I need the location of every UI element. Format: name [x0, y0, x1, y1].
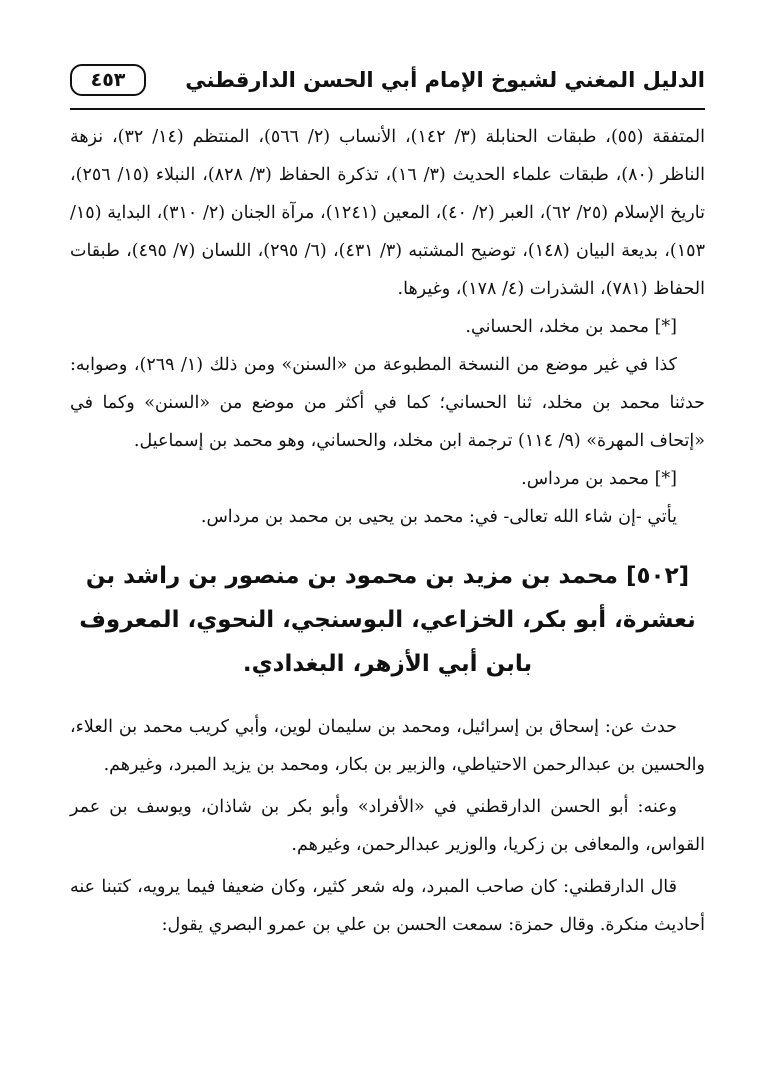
note-title: [*] محمد بن مرداس.	[521, 469, 677, 489]
note-text: كذا في غير موضع من النسخة المطبوعة من «السنن» ومن ذلك (١/ ٢٦٩)، وصوابه: حدثنا محمد بن مخلد، ثنا الحساني؛ كما في أكثر من موضع من «السنن» وكما في «إتحاف المهرة» (٩/ ١١٤) ترجمة ابن مخلد، والحساني، وهو محمد بن إسماعيل.	[70, 355, 705, 451]
narrators-paragraph: وعنه: أبو الحسن الدارقطني في «الأفراد» وأبو بكر بن شاذان، ويوسف بن عمر القواس، والمعافى بن زكريا، والوزير عبدالرحمن، وغيرهم.	[70, 797, 705, 855]
page-number: ٤٥٣	[70, 64, 146, 96]
entry-heading: [٥٠٢] محمد بن مزيد بن محمود بن منصور بن راشد بن نعشرة، أبو بكر، الخزاعي، البوسنجي، النحوي، المعروف بابن أبي الأزهر، البغدادي.	[79, 563, 696, 677]
page-header	[70, 62, 705, 110]
assessment-paragraph: قال الدارقطني: كان صاحب المبرد، وله شعر كثير، وكان ضعيفا فيما يرويه، كتبنا عنه أحاديث منكرة. وقال حمزة: سمعت الحسن بن علي بن عمرو البصري يقول:	[70, 877, 705, 935]
narrated-from-paragraph: حدث عن: إسحاق بن إسرائيل، ومحمد بن سليمان لوين، وأبي كريب محمد بن العلاء، والحسين بن عبدالرحمن الاحتياطي، والزبير بن بكار، ومحمد بن يزيد المبرد، وغيرهم.	[70, 717, 705, 775]
note-title: [*] محمد بن مخلد، الحساني.	[465, 317, 677, 337]
page-content	[70, 118, 705, 1041]
sources-paragraph: المتفقة (٥٥)، طبقات الحنابلة (٣/ ١٤٢)، الأنساب (٢/ ٥٦٦)، المنتظم (١٤/ ٣٢)، نزهة الناظر (٨٠)، طبقات علماء الحديث (٣/ ١٦)، تذكرة الحفاظ (٣/ ٨٢٨)، النبلاء (١٥/ ٢٥٦)، تاريخ الإسلام (٢٥/ ٦٢)، العبر (٢/ ٤٠)، المعين (١٢٤١)، مرآة الجنان (٢/ ٣١٠)، البداية (١٥/ ١٥٣)، بديعة البيان (١٤٨)، توضيح المشتبه (٣/ ٤٣١)، (٦/ ٢٩٥)، اللسان (٧/ ٤٩٥)، طبقات الحفاظ (٧٨١)، الشذرات (٤/ ١٧٨)، وغيرها.	[70, 127, 706, 299]
running-title: الدليل المغني لشيوخ الإمام أبي الحسن الدارقطني	[185, 68, 705, 92]
note-text: يأتي -إن شاء الله تعالى- في: محمد بن يحيى بن محمد بن مرداس.	[200, 507, 677, 527]
